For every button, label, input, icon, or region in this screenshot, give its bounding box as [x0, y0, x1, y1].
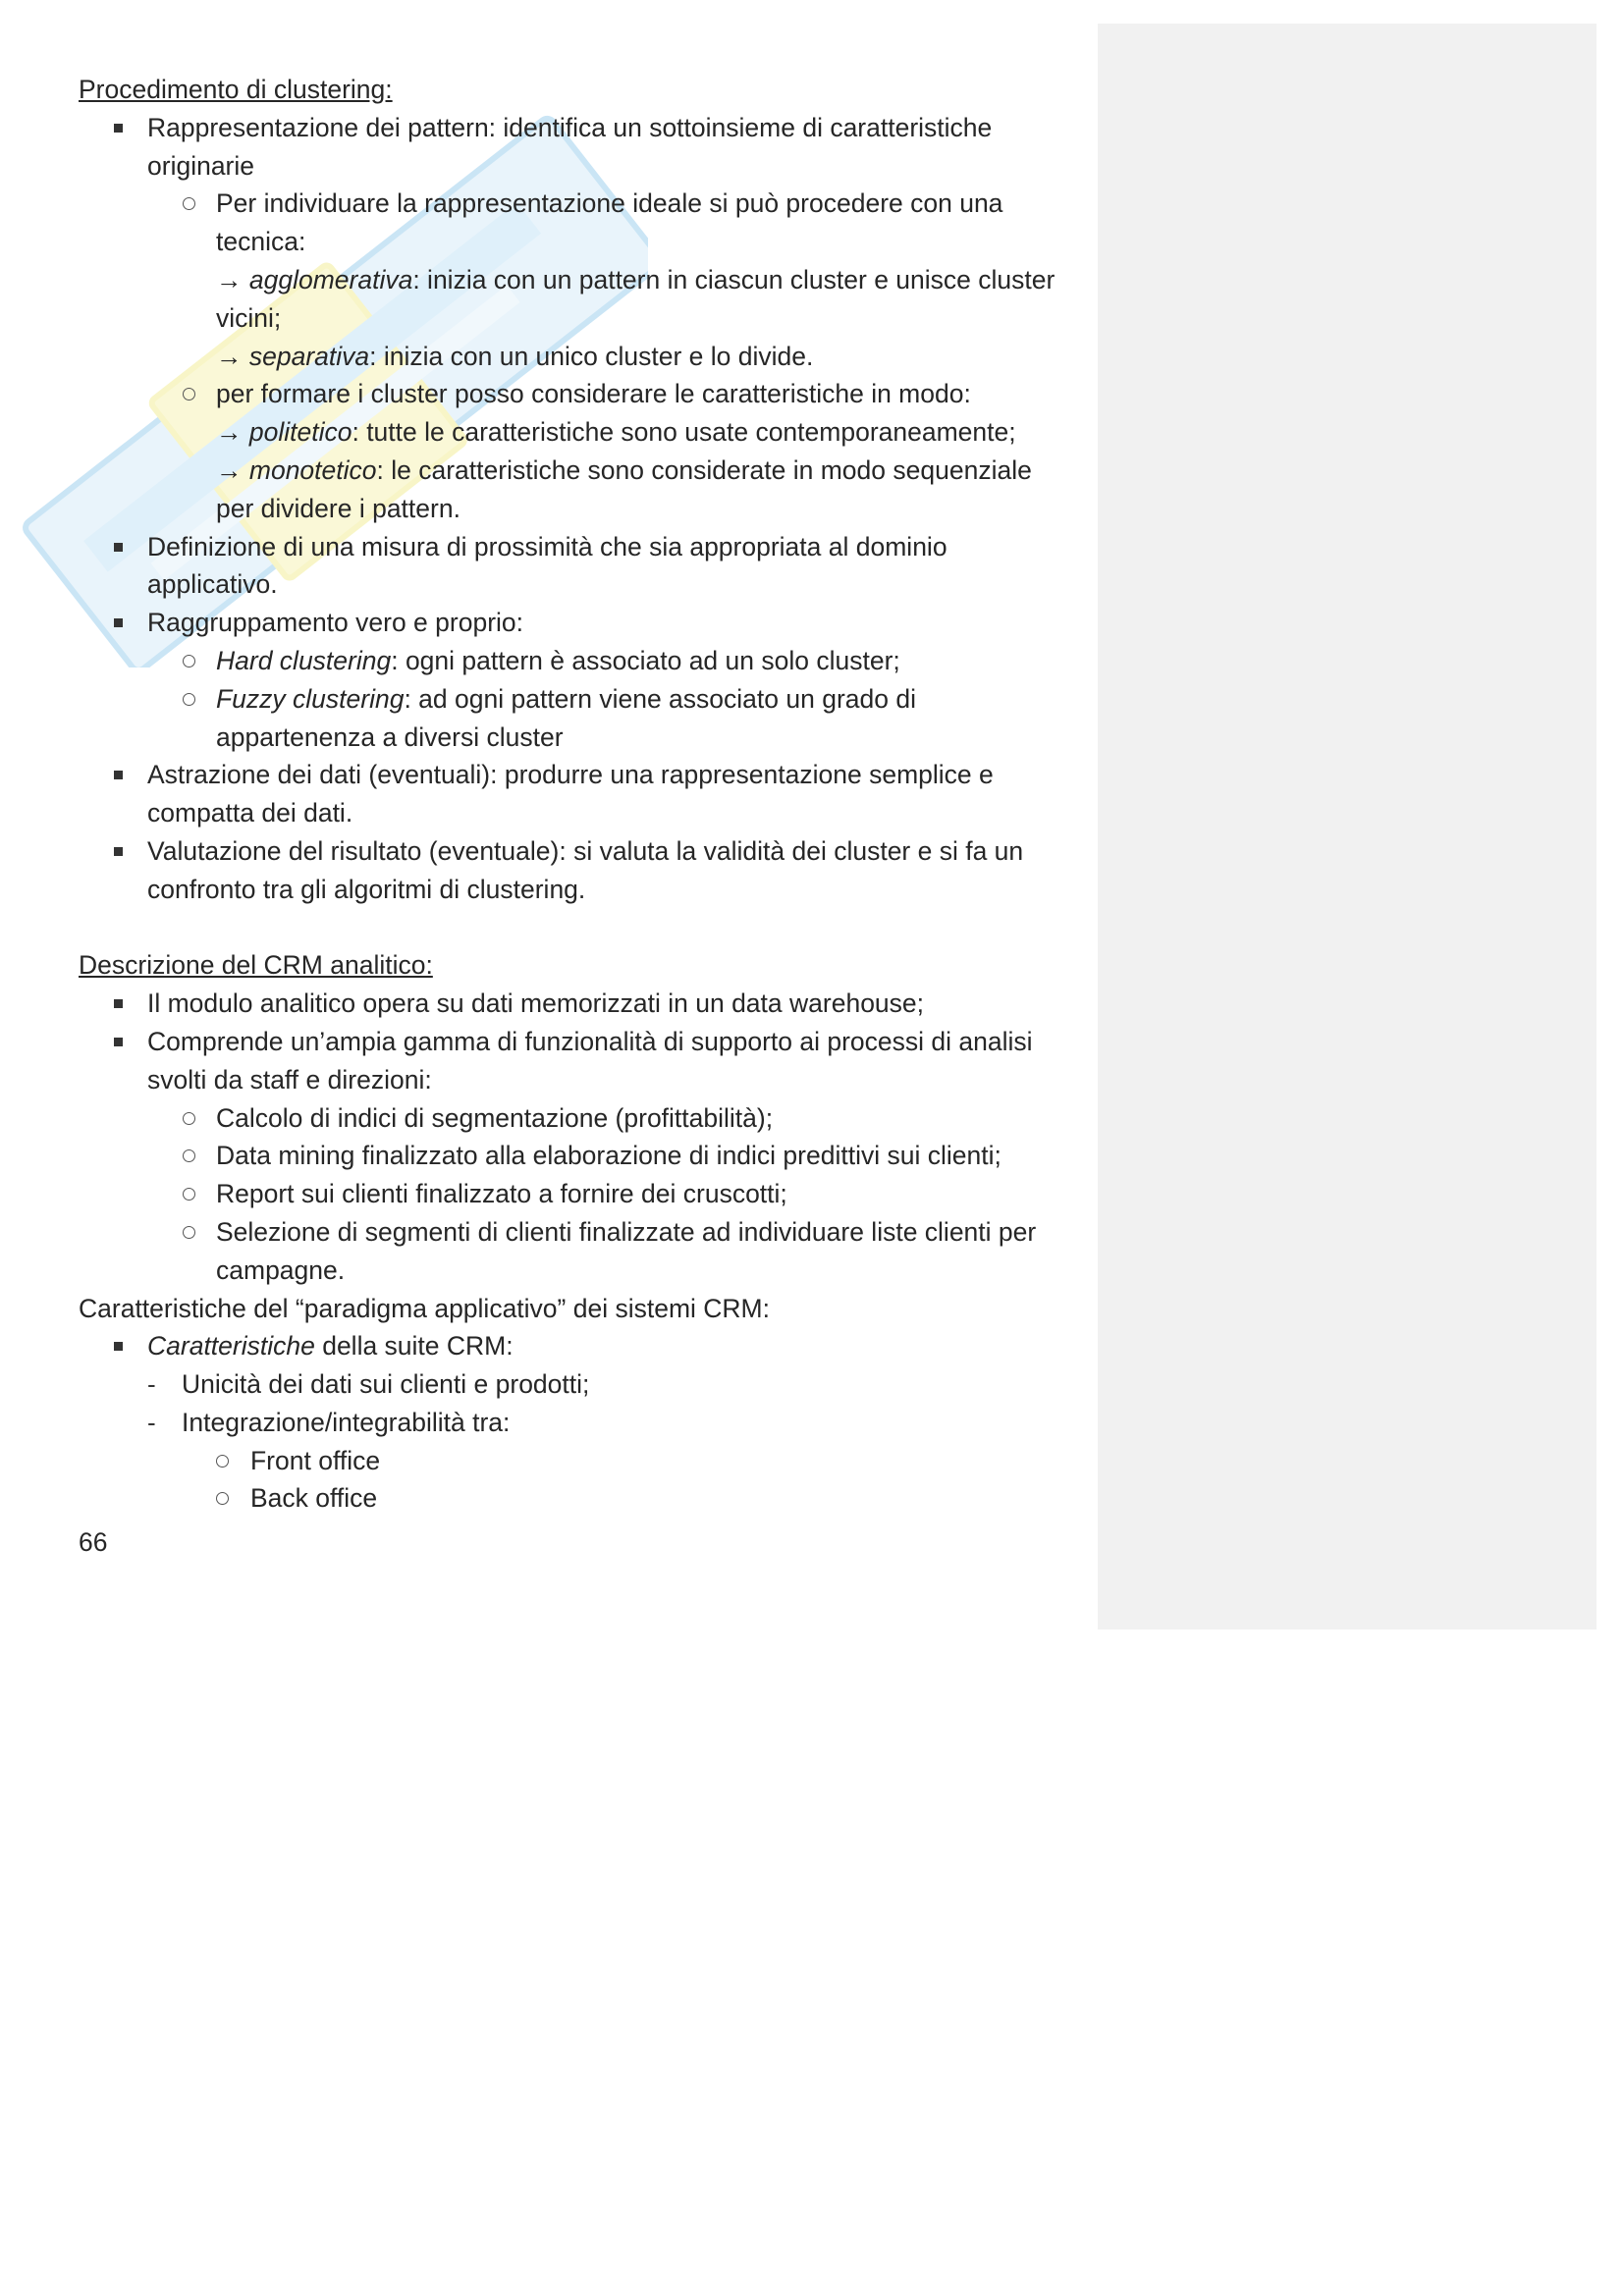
square-bullet-icon — [114, 1342, 123, 1351]
square-bullet-icon — [114, 999, 123, 1008]
sub-list-item-continuation: tecnica: — [216, 227, 306, 257]
circle-bullet-icon — [183, 1149, 195, 1162]
dash-bullet-icon: - — [147, 1407, 156, 1437]
square-bullet-icon — [114, 124, 123, 133]
list-item-continuation: svolti da staff e direzioni: — [147, 1064, 432, 1095]
sub-list-item: Data mining finalizzato alla elaborazione di indici predittivi sui clienti; — [79, 1137, 1080, 1175]
margin-panel — [1098, 24, 1597, 1629]
list-item: Il modulo analitico opera su dati memorizzati in un data warehouse; — [79, 985, 1080, 1023]
circle-bullet-icon — [183, 655, 195, 667]
dash-item: - Integrazione/integrabilità tra: — [79, 1404, 1080, 1442]
section-title-paradigma: Caratteristiche del “paradigma applicativo” dei sistemi CRM: — [79, 1293, 770, 1323]
square-bullet-icon — [114, 618, 123, 627]
list-item-continuation: confronto tra gli algoritmi di clustering. — [147, 874, 586, 904]
circle-bullet-icon — [183, 693, 195, 706]
arrow-line: → separativa: inizia con un unico cluster e lo divide. — [216, 341, 814, 371]
arrow-line: → monotetico: le caratteristiche sono considerate in modo sequenziale — [216, 454, 1032, 485]
sub-list-item: Per individuare la rappresentazione ideale si può procedere con una — [79, 185, 1080, 223]
list-item: Raggruppamento vero e proprio: — [79, 604, 1080, 642]
sub-list-item: Calcolo di indici di segmentazione (profittabilità); — [79, 1099, 1080, 1138]
list-item: Valutazione del risultato (eventuale): si valuta la validità dei cluster e si fa un — [79, 832, 1080, 871]
list-item: Astrazione dei dati (eventuali): produrre una rappresentazione semplice e — [79, 756, 1080, 794]
arrow-line-continuation: per dividere i pattern. — [216, 493, 460, 523]
circle-bullet-icon — [183, 388, 195, 400]
list-item: Caratteristiche della suite CRM: — [79, 1327, 1080, 1365]
list-item: Comprende un’ampia gamma di funzionalità di supporto ai processi di analisi — [79, 1023, 1080, 1061]
arrow-icon: → — [216, 264, 243, 294]
sub-list-item-continuation: campagne. — [216, 1255, 346, 1285]
sub-list-item: Fuzzy clustering: ad ogni pattern viene associato un grado di — [79, 680, 1080, 719]
document-body — [79, 71, 1080, 1518]
arrow-line: → politetico: tutte le caratteristiche sono usate contemporaneamente; — [216, 417, 1016, 448]
section-title-clustering: Procedimento di clustering: — [79, 75, 393, 104]
circle-bullet-icon — [216, 1455, 229, 1468]
circle-bullet-icon — [216, 1492, 229, 1505]
circle-bullet-icon — [183, 197, 195, 210]
circle-bullet-icon — [183, 1112, 195, 1125]
square-bullet-icon — [114, 543, 123, 552]
square-bullet-icon — [114, 771, 123, 779]
arrow-icon: → — [216, 417, 243, 448]
sub-list-item: per formare i cluster posso considerare le caratteristiche in modo: — [79, 375, 1080, 413]
list-item-continuation: originarie — [147, 150, 255, 181]
sub-list-item-continuation: appartenenza a diversi cluster — [216, 721, 564, 752]
circle-bullet-icon — [183, 1226, 195, 1239]
spacer — [79, 909, 1080, 947]
sub-list-item: Back office — [79, 1479, 1080, 1518]
dash-bullet-icon: - — [147, 1369, 156, 1400]
arrow-icon: → — [216, 454, 243, 485]
list-item-continuation: compatta dei dati. — [147, 798, 353, 828]
square-bullet-icon — [114, 847, 123, 856]
dash-item: - Unicità dei dati sui clienti e prodotti; — [79, 1365, 1080, 1404]
sub-list-item: Selezione di segmenti di clienti finalizzate ad individuare liste clienti per — [79, 1213, 1080, 1252]
list-item: Definizione di una misura di prossimità che sia appropriata al dominio — [79, 528, 1080, 566]
section-title-crm-analitico: Descrizione del CRM analitico: — [79, 950, 433, 981]
sub-list-item: Report sui clienti finalizzato a fornire dei cruscotti; — [79, 1175, 1080, 1213]
page-number: 66 — [79, 1527, 108, 1557]
arrow-icon: → — [216, 341, 243, 371]
arrow-line-continuation: vicini; — [216, 302, 282, 333]
circle-bullet-icon — [183, 1188, 195, 1201]
list-item: Rappresentazione dei pattern: identifica un sottoinsieme di caratteristiche — [79, 109, 1080, 147]
arrow-line: → agglomerativa: inizia con un pattern in ciascun cluster e unisce cluster — [216, 264, 1056, 294]
sub-list-item: Front office — [79, 1442, 1080, 1480]
sub-list-item: Hard clustering: ogni pattern è associato ad un solo cluster; — [79, 642, 1080, 680]
square-bullet-icon — [114, 1038, 123, 1046]
list-item-continuation: applicativo. — [147, 569, 278, 600]
